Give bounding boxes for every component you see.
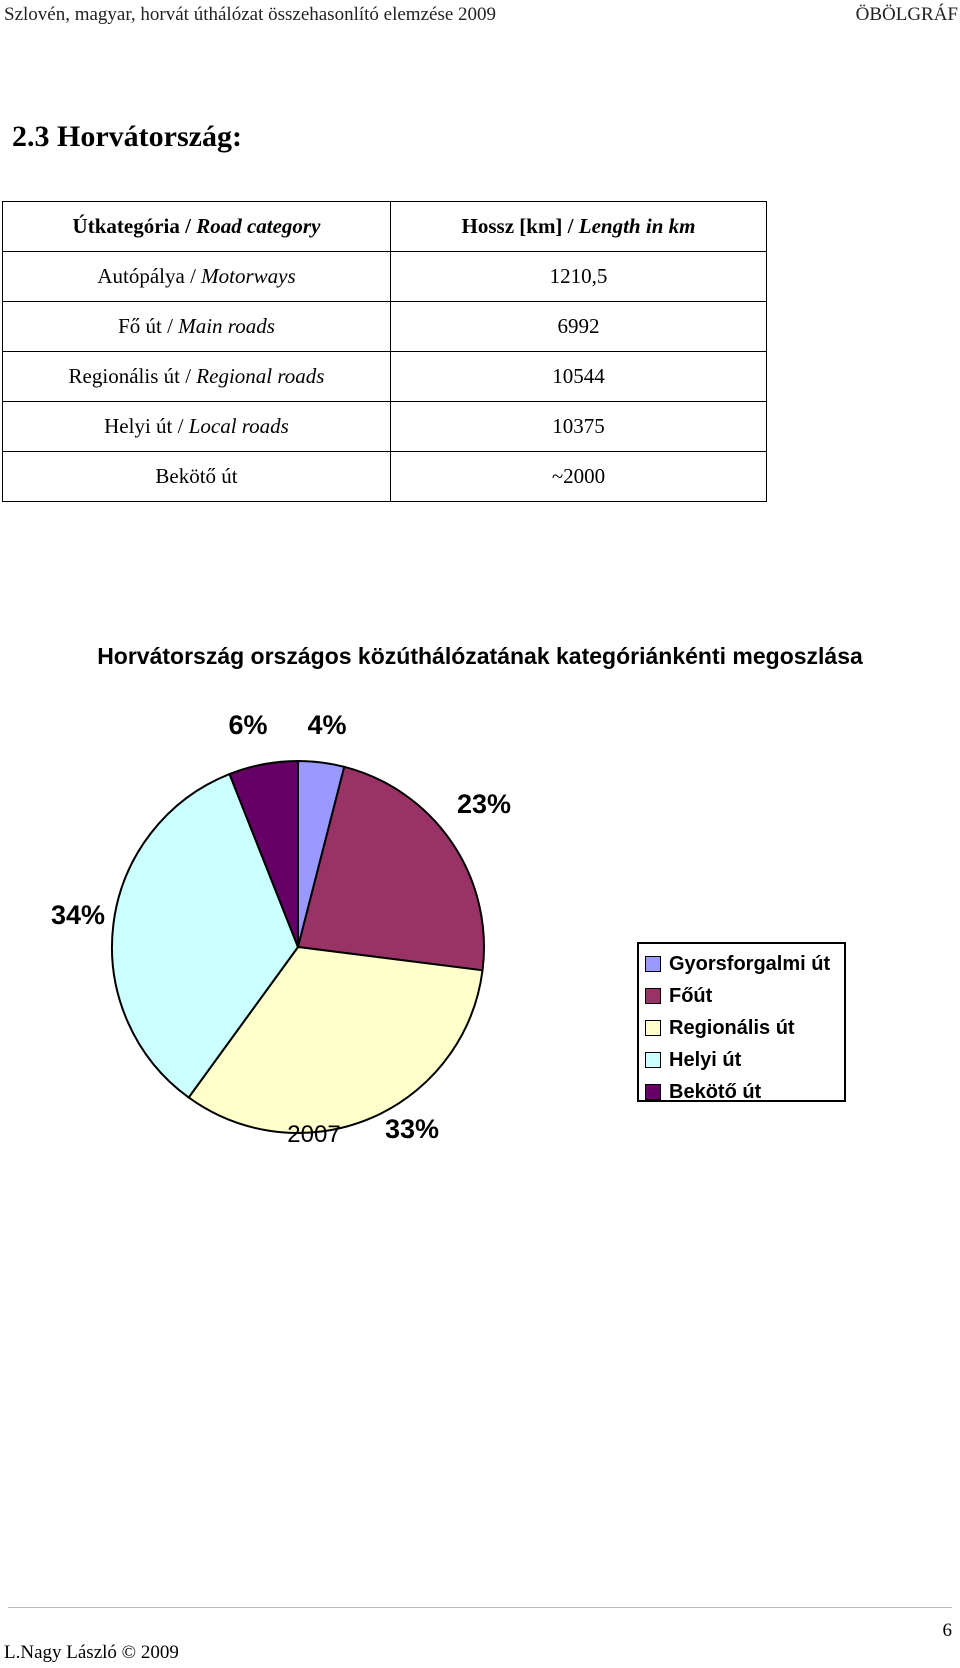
legend-swatch	[645, 988, 661, 1004]
road-length-cell: 6992	[391, 302, 767, 352]
pie-chart	[0, 700, 960, 1180]
chart-legend	[637, 942, 846, 1102]
legend-item	[645, 1044, 838, 1076]
column-header-length: Hossz [km] / Length in km	[391, 202, 767, 252]
table-row	[3, 252, 767, 302]
table-row	[3, 352, 767, 402]
chart-title: Horvátország országos közúthálózatának kategóriánkénti megoszlása	[97, 643, 863, 669]
road-category-cell: Bekötő út	[3, 452, 391, 502]
road-category-cell: Fő út / Main roads	[3, 302, 391, 352]
road-category-cell: Helyi út / Local roads	[3, 402, 391, 452]
road-category-table	[2, 201, 767, 502]
section-title: 2.3 Horvátország:	[12, 120, 242, 153]
legend-swatch	[645, 956, 661, 972]
table-row	[3, 402, 767, 452]
chart-xlabel: 2007	[287, 1121, 341, 1148]
legend-item	[645, 1076, 838, 1108]
column-header-category: Útkategória / Road category	[3, 202, 391, 252]
legend-label: Gyorsforgalmi út	[669, 952, 831, 975]
pie-data-label: 33%	[384, 1114, 440, 1144]
page-number: 6	[942, 1620, 952, 1641]
pie-data-label: 4%	[307, 710, 347, 740]
road-length-cell: 1210,5	[391, 252, 767, 302]
road-category-cell: Regionális út / Regional roads	[3, 352, 391, 402]
legend-item	[645, 1012, 838, 1044]
road-length-cell: 10544	[391, 352, 767, 402]
road-length-cell: 10375	[391, 402, 767, 452]
legend-swatch	[645, 1052, 661, 1068]
road-length-cell: ~2000	[391, 452, 767, 502]
legend-swatch	[645, 1020, 661, 1036]
legend-item	[645, 980, 838, 1012]
legend-item	[645, 948, 838, 980]
header-document-title: Szlovén, magyar, horvát úthálózat összehasonlító elemzése 2009	[4, 4, 497, 25]
header-company-name: ÖBÖLGRÁF	[855, 4, 958, 25]
legend-swatch	[645, 1084, 661, 1100]
legend-label: Helyi út	[669, 1048, 742, 1071]
footer-divider	[8, 1607, 952, 1608]
footer-author: L.Nagy László © 2009	[4, 1642, 179, 1663]
legend-label: Főút	[669, 984, 713, 1007]
legend-label: Regionális út	[669, 1016, 795, 1039]
table-row	[3, 452, 767, 502]
legend-label: Bekötő út	[669, 1080, 762, 1103]
table-row	[3, 302, 767, 352]
pie-data-label: 34%	[50, 900, 106, 930]
road-category-cell: Autópálya / Motorways	[3, 252, 391, 302]
pie-data-label: 6%	[228, 710, 268, 740]
pie-data-label: 23%	[456, 789, 512, 819]
table-header-row	[3, 202, 767, 252]
